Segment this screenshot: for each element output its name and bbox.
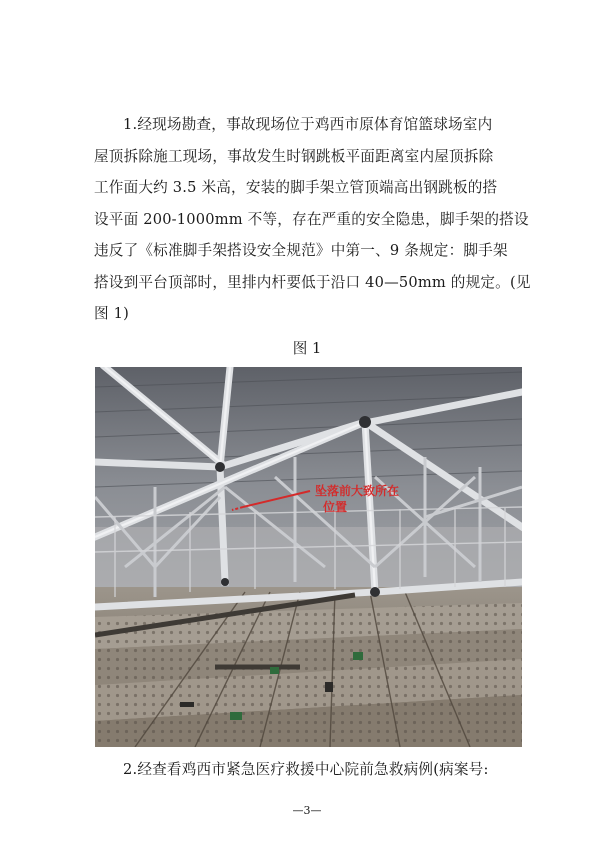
paragraph-1-line: 屋顶拆除施工现场，事故发生时钢跳板平面距离室内屋顶拆除 <box>94 147 494 165</box>
page-number: —3— <box>292 804 322 817</box>
annotation-label-line2: 位置 <box>323 500 348 514</box>
paragraph-1-line: 违反了《标准脚手架搭设安全规范》中第一、9 条规定：脚手架 <box>94 242 508 259</box>
paragraph-2 <box>94 754 524 786</box>
site-photo <box>95 367 522 747</box>
paragraph-1-line: 图 1) <box>94 305 130 322</box>
paragraph-1-line: 1.经现场勘查，事故现场位于鸡西市原体育馆篮球场室内 <box>123 116 493 133</box>
paragraph-1-line: 工作面大约 3.5 米高，安装的脚手架立管顶端高出钢跳板的搭 <box>94 179 498 196</box>
paragraph-1-line: 设平面 200-1000mm 不等，存在严重的安全隐患，脚手架的搭设 <box>94 210 529 228</box>
paragraph-2-line: 2.经查看鸡西市紧急医疗救援中心院前急救病例(病案号: <box>123 761 489 778</box>
paragraph-1-line: 搭设到平台顶部时，里排内杆要低于沿口 40—50mm 的规定。(见 <box>94 273 531 291</box>
paragraph-1 <box>94 109 531 330</box>
figure-caption: 图 1 <box>292 340 322 357</box>
site-photo-illustration <box>95 367 522 747</box>
annotation-label-line1: 坠落前大致所在 <box>315 484 400 498</box>
